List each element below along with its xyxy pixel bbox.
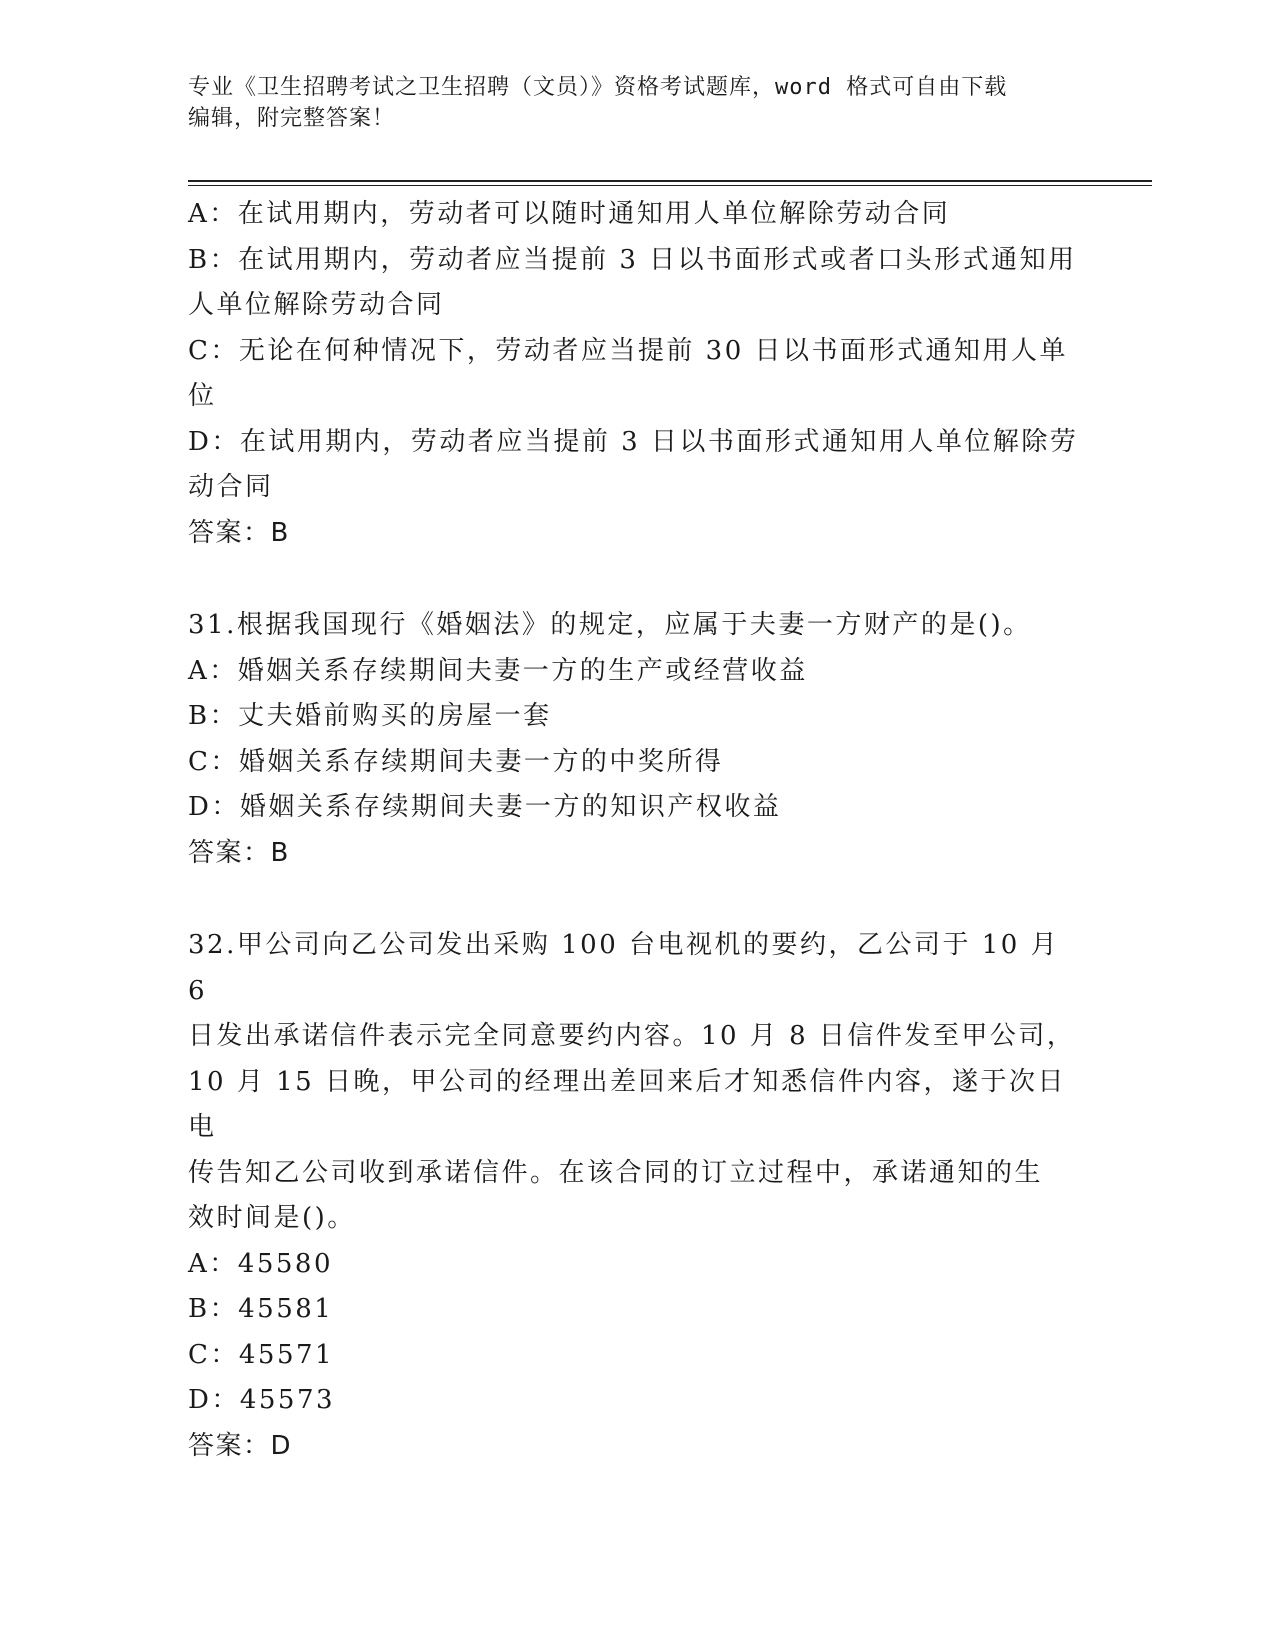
q32-option-d: D：45573 [188, 1385, 336, 1415]
header-intro-line-2: 编辑，附完整答案！ [188, 106, 396, 131]
q32-stem-line-2: 日发出承诺信件表示完全同意要约内容。10 月 8 日信件发至甲公司， [188, 1021, 1076, 1051]
q32-stem-line-5: 效时间是()。 [188, 1203, 356, 1233]
q30-option-d-line-1: D：在试用期内，劳动者应当提前 3 日以书面形式通知用人单位解除劳 [188, 426, 1079, 457]
question-30-block [188, 192, 1088, 556]
q30-option-c-line-2: 位 [188, 381, 217, 411]
q31-option-a: A：婚姻关系存续期间夫妻一方的生产或经营收益 [188, 655, 808, 686]
q30-option-d-line-2: 动合同 [188, 472, 274, 502]
q32-option-c: C：45571 [188, 1339, 335, 1370]
question-31-block [188, 603, 1088, 876]
header-divider-bottom [188, 185, 1152, 186]
q32-stem-line-3: 10 月 15 日晚，甲公司的经理出差回来后才知悉信件内容，遂于次日电 [188, 1066, 1066, 1142]
header-divider-top [188, 180, 1152, 182]
section-spacer [188, 556, 1088, 603]
q31-stem: 31.根据我国现行《婚姻法》的规定，应属于夫妻一方财产的是()。 [188, 610, 1032, 640]
q31-answer: 答案：B [188, 837, 290, 868]
q30-answer: 答案：B [188, 517, 290, 548]
q32-option-b: B：45581 [188, 1294, 334, 1324]
document-header [188, 72, 1088, 134]
header-intro-line-1: 专业《卫生招聘考试之卫生招聘（文员）》资格考试题库，word 格式可自由下载 [188, 75, 1008, 100]
q32-stem-line-1: 32.甲公司向乙公司发出采购 100 台电视机的要约，乙公司于 10 月 6 [188, 930, 1070, 1006]
q32-option-a: A：45580 [188, 1248, 333, 1279]
q31-option-c: C：婚姻关系存续期间夫妻一方的中奖所得 [188, 746, 724, 777]
section-spacer [188, 876, 1088, 923]
q32-stem-line-4: 传告知乙公司收到承诺信件。在该合同的订立过程中，承诺通知的生 [188, 1157, 1044, 1188]
question-content [188, 192, 1088, 1469]
q30-option-a: A：在试用期内，劳动者可以随时通知用人单位解除劳动合同 [188, 199, 951, 229]
q32-answer: 答案：D [188, 1430, 293, 1461]
q30-option-c-line-1: C：无论在何种情况下，劳动者应当提前 30 日以书面形式通知用人单 [188, 335, 1069, 366]
q30-option-b-line-1: B：在试用期内，劳动者应当提前 3 日以书面形式或者口头形式通知用 [188, 244, 1077, 275]
q30-option-b-line-2: 人单位解除劳动合同 [188, 290, 445, 320]
q31-option-d: D：婚姻关系存续期间夫妻一方的知识产权收益 [188, 792, 782, 822]
q31-option-b: B：丈夫婚前购买的房屋一套 [188, 701, 552, 731]
question-32-block [188, 923, 1088, 1469]
